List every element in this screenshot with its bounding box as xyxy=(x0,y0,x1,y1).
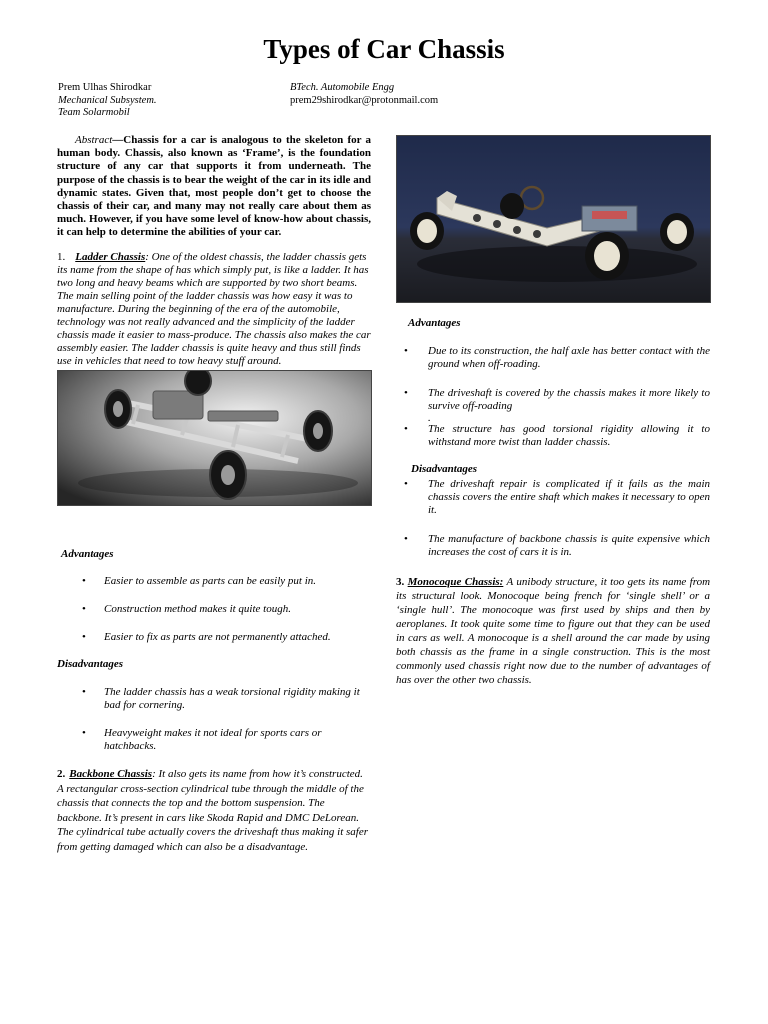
bullet: • xyxy=(82,603,86,616)
ladder-disadvantages-list xyxy=(57,686,371,754)
list-item: • The ladder chassis has a weak torsional rigidity making it bad for cornering. xyxy=(82,685,360,711)
bullet: • xyxy=(404,533,408,546)
ladder-chassis-heading: Ladder Chassis xyxy=(75,250,146,263)
bullet: • xyxy=(404,423,408,436)
ladder-advantages-list xyxy=(57,575,371,645)
list-item: • Due to its construction, the half axle has better contact with the ground when off-roading. xyxy=(404,345,710,371)
bullet: • xyxy=(82,574,86,587)
section-number: 1. xyxy=(57,250,66,263)
list-item: • Heavyweight makes it not ideal for sports cars or hatchbacks. xyxy=(82,727,322,753)
author-team: Team Solarmobil xyxy=(58,107,130,119)
monocoque-chassis-heading: Monocoque Chassis: xyxy=(407,575,504,588)
author-email: prem29shirodkar@protonmail.com xyxy=(290,94,439,106)
abstract-label: Abstract xyxy=(75,134,113,146)
left-column xyxy=(57,134,371,854)
bullet: • xyxy=(82,727,86,740)
backbone-advantages-heading: Advantages xyxy=(408,317,461,329)
bullet: • xyxy=(404,345,408,358)
list-item: • The structure has good torsional rigidity allowing it to withstand more twist than ladder chassis. xyxy=(404,423,710,449)
ladder-disadvantages-heading: Disadvantages xyxy=(57,658,123,671)
list-item: • The manufacture of backbone chassis is quite expensive which increases the cost of cars it is in. xyxy=(404,533,710,559)
ladder-chassis-photo xyxy=(57,370,372,506)
list-item: • Easier to fix as parts are not permanently attached. xyxy=(82,631,331,644)
backbone-chassis-paragraph xyxy=(57,767,371,854)
ladder-advantages-heading: Advantages xyxy=(61,547,114,560)
bullet: • xyxy=(82,685,86,698)
list-item: • Easier to assemble as parts can be easily put in. xyxy=(82,574,317,587)
author-degree: BTech. Automobile Engg xyxy=(290,82,395,93)
abstract-text: —Chassis for a car is analogous to the skeleton for a human body. Chassis, also known as ‘Frame’, is the foundation structure of any car that supports it from underneath. The purpose of the chassis is to bear the weight of the car in its idle and dynamic states. Given that, most people don’t get to choose the chassis of their car, and many may not really care about them as much. However, if you have some level of know-how about chassis, it can help to determine the abilities of your car. xyxy=(57,134,371,239)
monocoque-chassis-text: A unibody structure, it too gets its name from its structural look. Monocoque being french for ‘single shell’ or a ‘single hull’. The monocoque was first used by ships and then by aeroplanes. It took quite some time to figure out that they can be used in cars as well. A monocoque is a shell around the car made by using both chassis as the frame in a single construction. This is the most commonly used chassis right now due to the number of advantages of has over the other two chassis. xyxy=(396,575,711,686)
backbone-advantages-list xyxy=(396,345,710,449)
abstract xyxy=(57,134,371,240)
list-item: • Construction method makes it quite tough. xyxy=(82,603,291,616)
ladder-chassis-paragraph xyxy=(57,251,371,368)
paper-title: Types of Car Chassis xyxy=(263,34,505,64)
bullet: • xyxy=(404,477,408,490)
backbone-disadvantages-heading: Disadvantages xyxy=(411,463,477,476)
monocoque-chassis-paragraph xyxy=(396,575,710,687)
section-number: 3. xyxy=(396,575,405,588)
ladder-chassis-text: : One of the oldest chassis, the ladder chassis gets its name from the shape of has which simply put, is like a ladder. It has two long and heavy beams which are supported by two short beams. The main selling point of the ladder chassis was how easy it was to manufacture. During the beginning of the era of the automobile, technology was not really advanced and the simplicity of the ladder chassis made it easier to mass-produce. The chassis also makes the car assembly easier. The ladder chassis is quite heavy and thus still finds use in vehicles that need to tow heavy stuff around. xyxy=(57,250,371,367)
bullet: • xyxy=(82,631,86,644)
backbone-disadvantages-list xyxy=(396,478,710,560)
right-column xyxy=(396,134,710,687)
section-number: 2. xyxy=(57,768,66,781)
list-item: • The driveshaft is covered by the chassis makes it more likely to survive off-roading xyxy=(404,386,710,412)
backbone-chassis-text: : It also gets its name from how it’s constructed. A rectangular cross-section cylindrical tube through the middle of the chassis that connects the top and the bottom suspension. The backbone. It’s present in cars like Skoda Rapid and DMC DeLorean. The cylindrical tube actually covers the driveshaft thus making it safer from getting damaged which can also be a disadvantage. xyxy=(57,768,368,853)
backbone-chassis-heading: Backbone Chassis xyxy=(69,768,153,781)
author-subsystem: Mechanical Subsystem. xyxy=(58,94,157,106)
author-block-right xyxy=(290,82,438,107)
author-name: Prem Ulhas Shirodkar xyxy=(58,82,152,93)
list-item: • The driveshaft repair is complicated if it fails as the main chassis covers the entire shaft which makes it necessary to open it. xyxy=(404,477,710,517)
author-block-left xyxy=(58,82,157,120)
bullet: • xyxy=(404,386,408,399)
stray-period: . xyxy=(428,412,431,425)
backbone-chassis-photo xyxy=(396,135,711,303)
